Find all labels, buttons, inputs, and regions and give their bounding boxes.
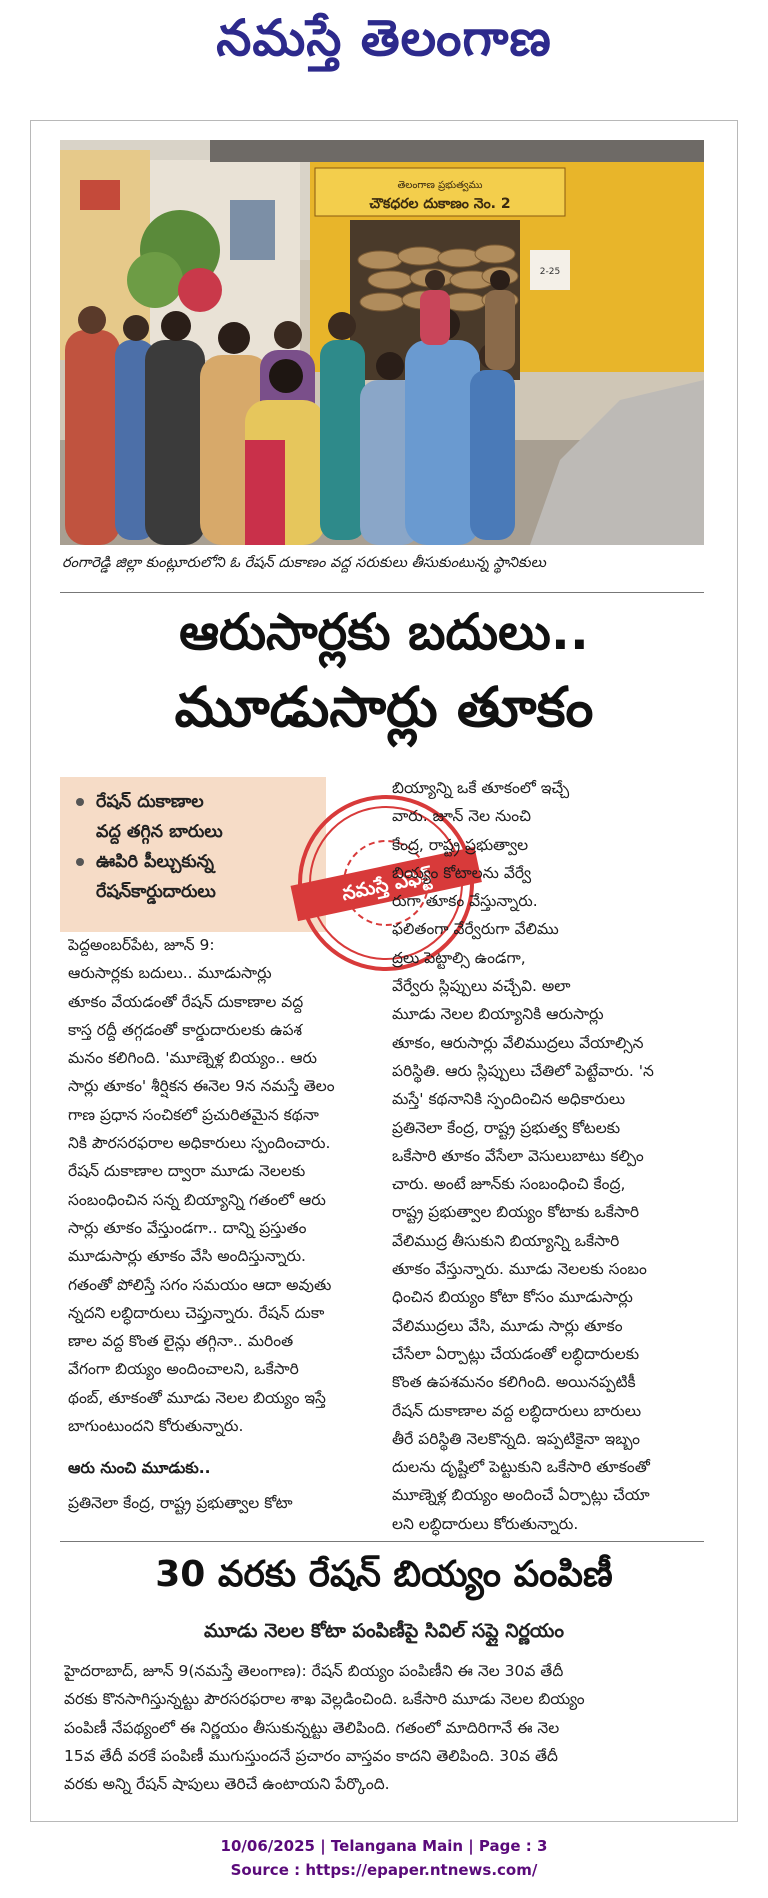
footer-edition-info: 10/06/2025 | Telangana Main | Page : 3 <box>220 1837 548 1855</box>
text-line: తూకం వేస్తున్నారు. మూడు నెలలకు సంబం <box>392 1260 647 1279</box>
second-story-subheadline: మూడు నెలల కోటా పంపిణీపై సివిల్ సప్లై నిర్ణయం <box>204 1620 564 1642</box>
article-right-column <box>392 774 704 1538</box>
text-line: ప్రతినెలా కేంద్ర, రాష్ట్ర ప్రభుత్వ కోటలకు <box>392 1118 621 1137</box>
text-line: వరకు అన్ని రేషన్ షాపులు తెరిచే ఉంటాయని పేర్కొంది. <box>64 1775 390 1794</box>
second-story-headline: 30 వరకు రేషన్ బియ్యం పంపిణీ <box>155 1554 613 1595</box>
text-line: పంపిణీ నేపథ్యంలో ఈ నిర్ణయం తీసుకున్నట్టు తెలిపింది. గతంలో మాదిరిగానే ఈ నెల <box>64 1718 560 1737</box>
masthead-title: నమస్తే తెలంగాణ <box>216 8 552 67</box>
story-divider <box>60 1541 704 1542</box>
text-line: రేషన్ దుకాణాల ద్వారా మూడు నెలలకు <box>68 1162 306 1181</box>
text-line: హైదరాబాద్, జూన్ 9(నమస్తే తెలంగాణ): రేషన్ బియ్యం పంపిణీని ఈ నెల 30వ తేదీ <box>64 1662 564 1680</box>
text-line: రేషన్ దుకాణాల వద్ద లబ్ధిదారులు బారులు <box>392 1401 642 1420</box>
text-line: వేర్వేరు స్లిప్పులు వచ్చేవి. అలా <box>392 977 571 996</box>
text-line: సార్లు తూకం వేస్తుండగా.. దాన్ని ప్రస్తుతం <box>68 1218 307 1237</box>
text-line: ఫలితంగా వేర్వేరుగా వేలిము <box>392 920 559 939</box>
highlight-item: ఊపిరి పీల్చుకున్న రేషన్‌కార్డుదారులు <box>74 847 318 907</box>
text-line: చేసేలా ఏర్పాట్లు చేయడంతో లబ్ధిదారులకు <box>392 1344 640 1363</box>
text-line: వరకు కొనసాగిస్తున్నట్టు పౌరసరఫరాల శాఖ వెల్లడించింది. ఒకేసారి మూడు నెలల బియ్యం <box>64 1690 585 1709</box>
text-line: మస్తే' కథనానికి స్పందించిన అధికారులు <box>392 1090 626 1109</box>
text-line: చారు. అంటే జూన్‌కు సంబంధించి కేంద్ర, <box>392 1175 626 1194</box>
headline-line1: ఆరుసార్లకు బదులు.. <box>179 603 589 661</box>
text-line: బియ్యం కోటాలను వేర్వే <box>392 863 532 882</box>
text-line: తూకం, ఆరుసార్లు వేలిముద్రలు వేయాల్సిన <box>392 1033 644 1052</box>
text-line: మూడుసార్లు తూకం వేసి అందిస్తున్నారు. <box>68 1247 306 1266</box>
text-line: ద్రలు పెట్టాల్సి ఉండగా, <box>392 948 526 967</box>
article-left-column <box>68 931 364 1517</box>
text-line: 15వ తేదీ వరకే పంపిణీ ముగుస్తుందనే ప్రచారం వాస్తవం కాదని తెలిపింది. 30వ తేదీ <box>64 1746 558 1765</box>
text-line: ణాల వద్ద కొంత లైన్లు తగ్గినా.. మరింత <box>68 1332 294 1351</box>
text-line: మూడు నెలల బియ్యానికి ఆరుసార్లు <box>392 1005 604 1024</box>
text-line: మనం కలిగింది. 'మూణ్నెళ్ల బియ్యం.. ఆరు <box>68 1049 318 1068</box>
text-line: వేలిముద్రలు వేసి, మూడు సార్లు తూకం <box>392 1316 623 1335</box>
text-line: గాణ ప్రధాన సంచికలో ప్రచురితమైన కథనా <box>68 1105 319 1124</box>
text-line: రుగా తూకం వేస్తున్నారు. <box>392 892 538 911</box>
text-line: పెద్దఅంబర్‌పేట, జూన్ 9: <box>68 936 215 954</box>
text-line: థంబ్, తూకంతో మూడు నెలల బియ్యం ఇస్తే <box>68 1388 326 1407</box>
highlight-item: రేషన్ దుకాణాల వద్ద తగ్గిన బారులు <box>74 787 318 847</box>
text-line: పరిస్థితి. ఆరు స్లిప్పులు చేతిలో పెట్టేవారు. 'న <box>392 1061 654 1080</box>
text-line: దులను దృష్టిలో పెట్టుకుని ఒకేసారి తూకంతో <box>392 1458 650 1477</box>
caption-divider <box>60 592 704 593</box>
text-line: కేంద్ర, రాష్ట్ర ప్రభుత్వాల <box>392 835 529 854</box>
stamp-text: నమస్తే ఎఫెక్ట్ <box>339 864 433 906</box>
text-line: ఆరుసార్లకు బదులు.. మూడుసార్లు <box>68 964 272 983</box>
text-line: తీరే పరిస్థితి నెలకొన్నది. ఇప్పటికైనా ఇబ్బం <box>392 1429 640 1448</box>
text-line: వేగంగా బియ్యం అందించాలని, ఒకేసారి <box>68 1360 299 1379</box>
text-line: కొంత ఉపశమనం కలిగింది. అయినప్పటికీ <box>392 1373 636 1392</box>
text-line: బియ్యాన్ని ఒకే తూకంలో ఇచ్చే <box>392 779 570 797</box>
headline-line2: మూడుసార్లు తూకం <box>174 675 594 739</box>
news-photo <box>60 140 704 545</box>
article-subhead: ఆరు నుంచి మూడుకు.. <box>68 1459 211 1478</box>
text-line: తూకం వేయడంతో రేషన్ దుకాణాల వద్ద <box>68 992 304 1011</box>
second-story-body <box>64 1657 704 1798</box>
footer-source: Source : https://epaper.ntnews.com/ <box>230 1861 538 1879</box>
text-line: వేలిముద్ర తీసుకుని బియ్యాన్ని ఒకేసారి <box>392 1231 620 1250</box>
text-line: గతంతో పోలిస్తే సగం సమయం ఆదా అవుతు <box>68 1275 332 1294</box>
text-line: రాష్ట్ర ప్రభుత్వాల బియ్యం కోటాకు ఒకేసారి <box>392 1203 640 1222</box>
text-line: ప్రతినెలా కేంద్ర, రాష్ట్ర ప్రభుత్వాల కోటా <box>68 1493 293 1512</box>
text-line: ధించిన బియ్యం కోటా కోసం మూడుసార్లు <box>392 1288 633 1307</box>
bullet-icon <box>76 798 84 806</box>
text-line: సార్లు తూకం' శీర్షికన ఈనెల 9న నమస్తే తెలం <box>68 1077 335 1096</box>
text-line: కాస్త రద్దీ తగ్గడంతో కార్డుదారులకు ఉపశ <box>68 1020 303 1039</box>
shop-number-tag: 2-25 <box>539 267 561 277</box>
photo-caption: రంగారెడ్డి జిల్లా కుంట్లూరులోని ఓ రేషన్ దుకాణం వద్ద సరుకులు తీసుకుంటున్న స్థానికులు <box>62 555 546 571</box>
text-line: బాగుంటుందని కోరుతున్నారు. <box>68 1417 244 1436</box>
text-line: సంబంధించిన సన్న బియ్యాన్ని గతంలో ఆరు <box>68 1190 326 1209</box>
signboard-line2: చౌకధరల దుకాణం నెం. 2 <box>369 196 511 212</box>
ration-shop-scene <box>60 140 704 545</box>
text-line: న్నదని లబ్ధిదారులు చెప్తున్నారు. రేషన్ దుకా <box>68 1303 325 1322</box>
text-line: ఒకేసారి తూకం వేసేలా వెసులుబాటు కల్పిం <box>392 1146 644 1165</box>
bullet-icon <box>76 858 84 866</box>
text-line: వారు. జూన్ నెల నుంచి <box>392 807 532 826</box>
text-line: లని లబ్ధిదారులు కోరుతున్నారు. <box>392 1514 579 1533</box>
text-line: నికి పౌరసరఫరాల అధికారులు స్పందించారు. <box>68 1134 331 1153</box>
signboard-line1: తెలంగాణ ప్రభుత్వము <box>397 180 483 191</box>
text-line: మూణ్నెళ్ల బియ్యం అందించే ఏర్పాట్లు చేయా <box>392 1486 650 1505</box>
